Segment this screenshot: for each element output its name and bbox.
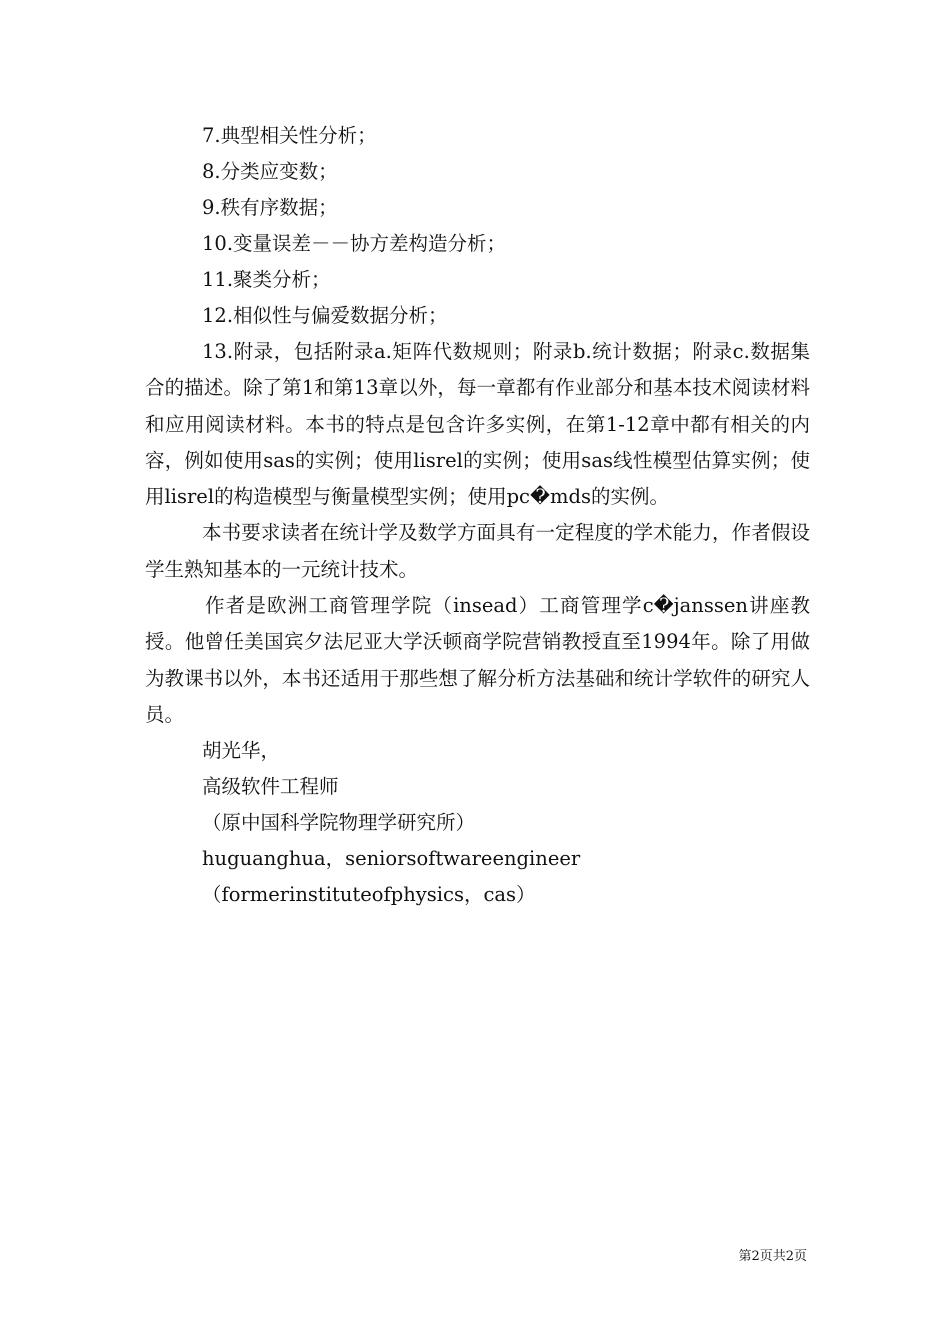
list-item: 10.变量误差－－协方差构造分析； <box>202 232 507 255</box>
author-paragraph: 作者是欧洲工商管理学院（insead）工商管理学c�janssen讲座教授。他曾任美国宾夕法尼亚大学沃顿商学院营销教授直至1994年。除了用做为教课书以外，本书还适用于那些想了解分析方法基础和统计学软件的研究人员。 <box>145 594 810 726</box>
list-item: 9.秩有序数据； <box>202 196 338 219</box>
page-number: 第2页共2页 <box>738 1249 807 1264</box>
signature-title: 高级软件工程师 <box>202 775 339 799</box>
signature-affiliation: （原中国科学院物理学研究所） <box>202 811 476 835</box>
document-body <box>145 118 810 913</box>
appendix-paragraph: 13.附录，包括附录a.矩阵代数规则；附录b.统计数据；附录c.数据集合的描述。除了第1和第13章以外，每一章都有作业部分和基本技术阅读材料和应用阅读材料。本书的特点是包含许多实例，在第1-12章中都有相关的内容，例如使用sas的实例；使用lisrel的实例；使用sas线性模型估算实例；使用lisrel的构造模型与衡量模型实例；使用pc�mds的实例。 <box>145 340 810 509</box>
list-item: 11.聚类分析； <box>202 268 331 291</box>
signature-name-en: huguanghua，seniorsoftwareengineer <box>202 847 581 871</box>
list-item: 8.分类应变数； <box>202 160 338 183</box>
signature-name: 胡光华， <box>202 739 281 763</box>
list-item: 7.典型相关性分析； <box>202 124 377 147</box>
signature-affiliation-en: （formerinstituteofphysics，cas） <box>202 883 536 907</box>
requirements-paragraph: 本书要求读者在统计学及数学方面具有一定程度的学术能力，作者假设学生熟知基本的一元统计技术。 <box>145 521 810 581</box>
list-item: 12.相似性与偏爱数据分析； <box>202 304 448 327</box>
